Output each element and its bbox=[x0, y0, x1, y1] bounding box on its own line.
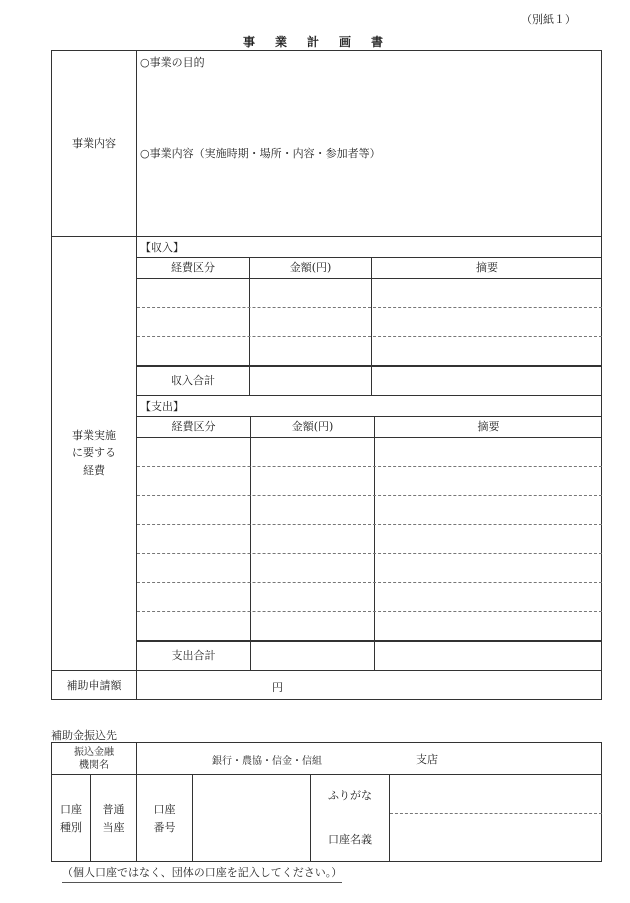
grid-line bbox=[390, 813, 602, 814]
expenditure-row[interactable] bbox=[137, 524, 602, 525]
purpose-field[interactable]: ○事業の目的 bbox=[140, 56, 205, 69]
grid-line bbox=[136, 395, 602, 396]
expenses-label-line: 経費 bbox=[83, 463, 105, 477]
grid-line bbox=[249, 257, 250, 396]
expenditure-row[interactable] bbox=[137, 495, 602, 496]
subsidy-amount-field[interactable] bbox=[138, 672, 268, 698]
institution-label-line: 振込金融 bbox=[74, 746, 114, 758]
account-number-label-line: 番号 bbox=[153, 820, 176, 834]
expenditure-total-label: 支出合計 bbox=[171, 649, 216, 663]
expenditure-row[interactable] bbox=[137, 582, 602, 583]
branch-label: 支店 bbox=[416, 753, 438, 766]
income-row[interactable] bbox=[137, 307, 602, 308]
expenditure-col-category: 経費区分 bbox=[171, 420, 216, 434]
account-type-label-line: 種別 bbox=[60, 820, 82, 834]
expenditure-col-summary: 摘要 bbox=[477, 420, 500, 434]
transfer-note: （個人口座ではなく、団体の口座を記入してください。） bbox=[62, 864, 342, 883]
expenses-label-line: に要する bbox=[72, 446, 116, 460]
account-number-field[interactable] bbox=[194, 776, 308, 860]
furigana-field[interactable] bbox=[391, 776, 600, 812]
furigana-label: ふりがな bbox=[328, 789, 372, 803]
income-col-category: 経費区分 bbox=[171, 261, 215, 275]
grid-line bbox=[136, 742, 137, 774]
subsidy-label: 補助申請額 bbox=[66, 678, 122, 692]
annex-label: （別紙１） bbox=[521, 13, 576, 26]
expenditure-col-amount: 金額(円) bbox=[291, 420, 334, 434]
grid-line bbox=[136, 437, 602, 438]
expenditure-row[interactable] bbox=[137, 466, 602, 467]
grid-line bbox=[250, 416, 251, 670]
account-type-label bbox=[52, 775, 90, 862]
subsidy-unit: 円 bbox=[272, 681, 283, 694]
account-number-label bbox=[137, 775, 192, 862]
page-title: 事 業 計 画 書 bbox=[242, 35, 387, 49]
grid-line bbox=[371, 257, 372, 396]
account-type-option-current[interactable]: 当座 bbox=[102, 820, 125, 834]
expenditure-row[interactable] bbox=[137, 611, 602, 612]
business-content-label: 事業内容 bbox=[72, 136, 116, 150]
income-heading: 【収入】 bbox=[140, 241, 184, 254]
expenses-label-line: 事業実施 bbox=[72, 428, 116, 442]
income-row[interactable] bbox=[137, 336, 602, 337]
institution-types: 銀行・農協・信金・信組 bbox=[212, 756, 322, 767]
income-col-summary: 摘要 bbox=[476, 261, 498, 275]
account-type-label-line: 口座 bbox=[60, 802, 82, 816]
expenditure-row[interactable] bbox=[137, 553, 602, 554]
account-name-label: 口座名義 bbox=[328, 833, 372, 847]
grid-line bbox=[389, 774, 390, 862]
grid-line bbox=[136, 278, 602, 279]
expenses-label bbox=[52, 237, 136, 669]
institution-label bbox=[52, 743, 136, 774]
income-col-amount: 金額(円) bbox=[289, 261, 332, 275]
account-name-field[interactable] bbox=[391, 815, 600, 860]
account-type-option-ordinary[interactable]: 普通 bbox=[102, 802, 125, 816]
income-total-label: 収入合計 bbox=[171, 374, 215, 388]
detail-field[interactable]: ○事業内容（実施時期・場所・内容・参加者等） bbox=[140, 147, 381, 160]
expenditure-heading: 【支出】 bbox=[140, 400, 184, 413]
account-number-label-line: 口座 bbox=[153, 802, 176, 816]
transfer-heading: 補助金振込先 bbox=[51, 729, 117, 742]
institution-label-line: 機関名 bbox=[79, 759, 109, 771]
institution-field[interactable] bbox=[140, 745, 600, 772]
grid-line bbox=[374, 416, 375, 670]
grid-line bbox=[192, 774, 193, 862]
account-type-options[interactable] bbox=[91, 775, 136, 862]
